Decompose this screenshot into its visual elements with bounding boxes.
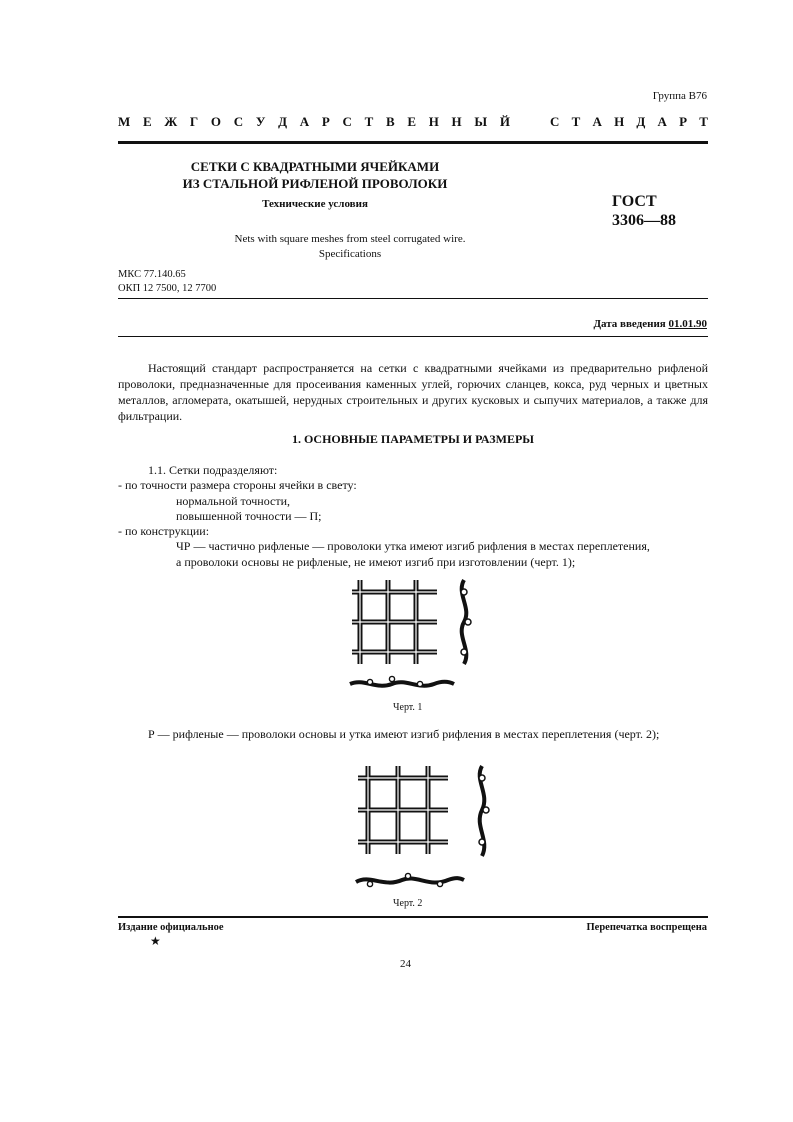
banner-letter: С	[550, 114, 560, 129]
reprint-prohibited: Перепечатка воспрещена	[586, 922, 707, 933]
document-subtitle: Технические условия	[262, 198, 368, 210]
english-title	[150, 232, 550, 262]
banner-letter: А	[592, 114, 602, 129]
banner-letter: Р	[321, 114, 330, 129]
interstate-word	[118, 114, 510, 130]
banner-letter: Н	[451, 114, 462, 129]
normal-accuracy: нормальной точности,	[176, 494, 291, 508]
date-value: 01.01.90	[668, 318, 707, 330]
figure-1-mesh-drawing	[340, 572, 490, 697]
fig1-bottom-profile	[350, 682, 454, 686]
banner-letter: Т	[699, 114, 708, 129]
banner-letter: Д	[278, 114, 288, 129]
banner-letter: Н	[428, 114, 439, 129]
okp-code: ОКП 12 7500, 12 7700	[118, 283, 217, 294]
gost-label: ГОСТ	[612, 193, 657, 210]
official-edition: Издание официальное	[118, 922, 224, 933]
document-title	[150, 158, 480, 192]
banner-letter: М	[118, 114, 131, 129]
banner-letter: Т	[571, 114, 581, 129]
mks-code: МКС 77.140.65	[118, 269, 186, 280]
banner-letter: Ы	[474, 114, 488, 129]
high-accuracy: повышенной точности — П;	[176, 509, 322, 523]
accuracy-item: - по точности размера стороны ячейки в свету:	[118, 478, 357, 492]
header-rule	[118, 141, 708, 144]
banner-letter: Й	[499, 114, 510, 129]
classification-codes	[118, 268, 216, 296]
banner-letter: Ж	[164, 114, 178, 129]
banner-letter: Т	[364, 114, 374, 129]
interstate-standard-banner	[118, 114, 708, 130]
banner-letter: В	[385, 114, 395, 129]
figure-2-mesh-drawing	[348, 760, 498, 895]
banner-letter: У	[255, 114, 266, 129]
banner-letter: А	[299, 114, 310, 129]
banner-letter: Е	[142, 114, 152, 129]
chr-definition-line-1: ЧР — частично рифленые — проволоки утка имеют изгиб рифления в местах переплетения,	[176, 539, 650, 553]
english-title-line-1: Nets with square meshes from steel corrugated wire.	[234, 233, 466, 245]
gost-number	[612, 192, 676, 230]
section-heading: 1. ОСНОВНЫЕ ПАРАМЕТРЫ И РАЗМЕРЫ	[291, 432, 535, 446]
english-title-line-2: Specifications	[318, 248, 382, 260]
introduction-date	[593, 318, 707, 330]
banner-letter: С	[342, 114, 352, 129]
figure-1-caption: Черт. 1	[393, 702, 423, 713]
banner-letter: А	[657, 114, 667, 129]
intro-paragraph: Настоящий стандарт распространяется на сетки с квадратными ячейками из предварительно рифленой проволоки, предназначенные для просеивания каменных углей, горючих сланцев, кокса, руд черных и цветных металлов, агломерата, окатышей, нерудных строительных и других кусковых и сыпучих материалов, а также для фильтрации.	[118, 361, 708, 423]
group-code: Группа В76	[652, 90, 707, 102]
r-definition: Р — рифленые — проволоки основы и утка имеют изгиб рифления в местах переплетения (черт. 2);	[148, 727, 660, 741]
standard-word	[550, 114, 708, 130]
banner-letter: Е	[407, 114, 416, 129]
banner-letter: С	[233, 114, 244, 129]
date-rule	[118, 336, 708, 337]
banner-letter: О	[210, 114, 222, 129]
banner-letter: Н	[614, 114, 625, 129]
banner-letter: Р	[679, 114, 688, 129]
banner-letter: Д	[636, 114, 646, 129]
title-line-1: СЕТКИ С КВАДРАТНЫМИ ЯЧЕЙКАМИ	[190, 159, 440, 174]
date-label: Дата введения	[593, 318, 666, 330]
star-mark: ★	[150, 934, 161, 948]
banner-letter: Г	[189, 114, 199, 129]
page-number: 24	[400, 958, 411, 970]
construction-item: - по конструкции:	[118, 524, 210, 538]
gost-code: 3306—88	[612, 212, 676, 229]
figure-2-caption: Черт. 2	[393, 898, 423, 909]
footer-rule	[118, 916, 708, 918]
clause-1-1: 1.1. Сетки подразделяют:	[148, 463, 278, 477]
title-line-2: ИЗ СТАЛЬНОЙ РИФЛЕНОЙ ПРОВОЛОКИ	[182, 176, 448, 191]
chr-definition-line-2: а проволоки основы не рифленые, не имеют изгиб при изготовлении (черт. 1);	[176, 555, 576, 569]
codes-rule	[118, 298, 708, 299]
